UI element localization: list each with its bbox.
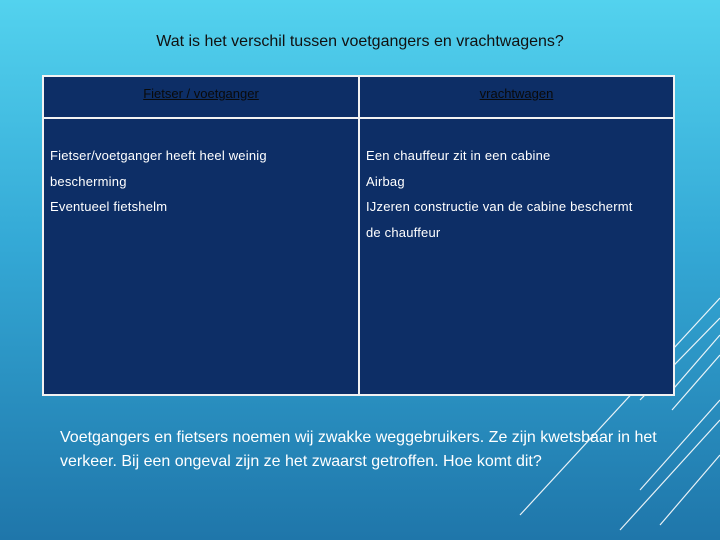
cell-line: IJzeren constructie van de cabine beschermt bbox=[366, 199, 633, 214]
cell-line: bescherming bbox=[50, 173, 127, 189]
cell-line: Airbag bbox=[366, 173, 405, 189]
slide-title: Wat is het verschil tussen voetgangers en vrachtwagens? bbox=[156, 33, 564, 50]
cell-fietser-voetganger bbox=[50, 143, 350, 220]
header-divider bbox=[44, 117, 673, 119]
comparison-table bbox=[42, 75, 675, 396]
cell-line: Fietser/voetganger heeft heel weinig bbox=[50, 148, 267, 163]
cell-vrachtwagen bbox=[366, 143, 671, 245]
header-vrachtwagen: vrachtwagen bbox=[479, 86, 554, 101]
cell-line: Een chauffeur zit in een cabine bbox=[366, 148, 551, 163]
cell-line: de chauffeur bbox=[366, 224, 441, 240]
question-text: Voetgangers en fietsers noemen wij zwakke weggebruikers. Ze zijn kwetsbaar in het verkeer. Bij een ongeval zijn ze het zwaarst getroffen. Hoe komt dit? bbox=[60, 429, 657, 470]
cell-line: Eventueel fietshelm bbox=[50, 199, 168, 214]
header-fietser-voetganger: Fietser / voetganger bbox=[143, 86, 259, 101]
column-divider bbox=[358, 77, 360, 394]
